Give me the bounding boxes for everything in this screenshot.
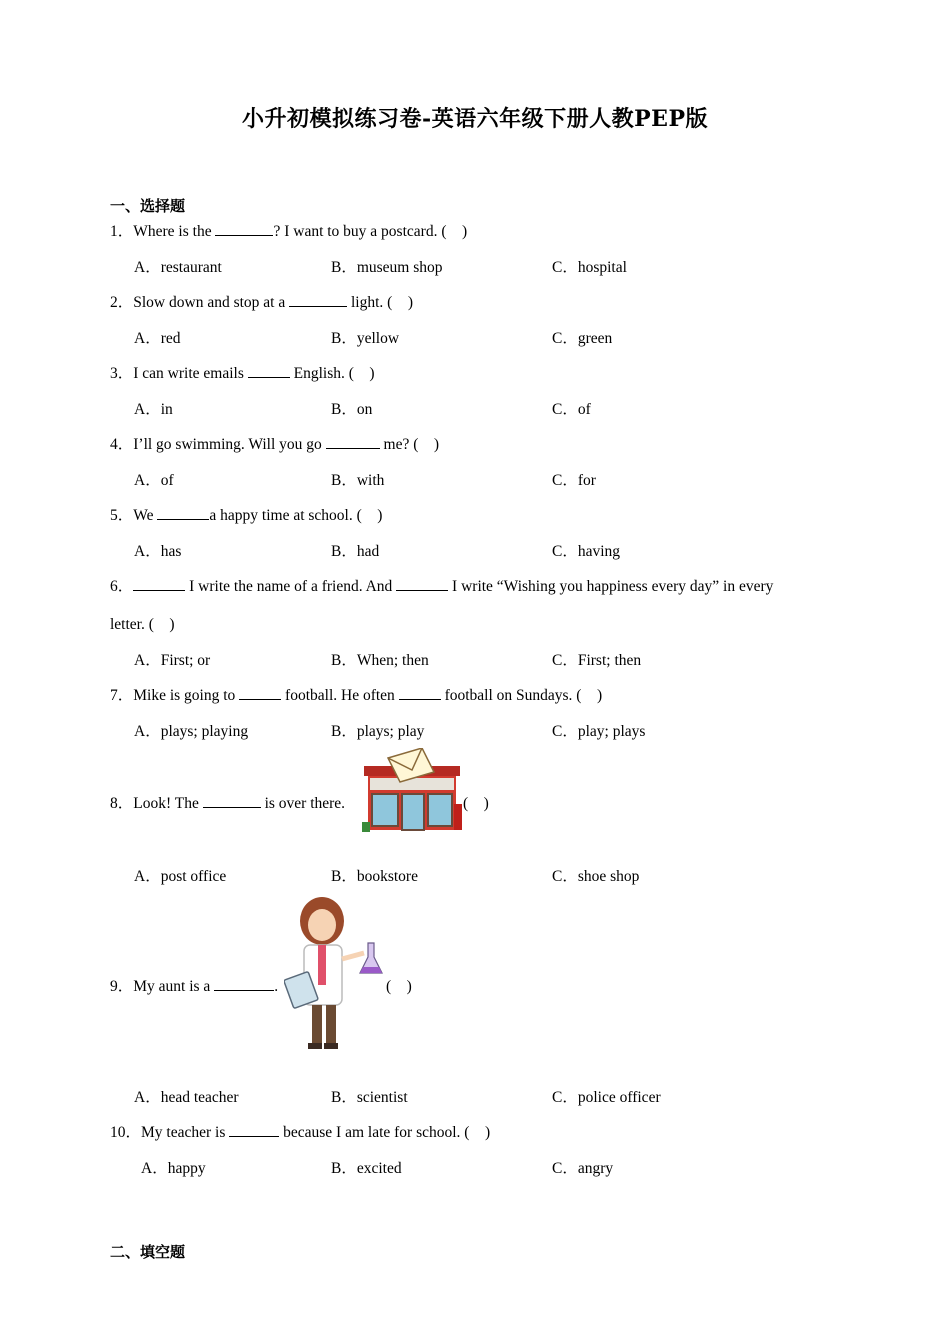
q4-option-a[interactable]: A．of: [134, 472, 174, 489]
q4-option-b[interactable]: B．with: [331, 472, 385, 489]
q1-option-a[interactable]: A．restaurant: [134, 259, 222, 276]
answer-blank: [215, 223, 273, 236]
answer-blank: [396, 578, 448, 591]
q3-option-a[interactable]: A．in: [134, 401, 173, 418]
q2-option-b[interactable]: B．yellow: [331, 330, 400, 347]
q8-option-a[interactable]: A．post office: [134, 868, 227, 885]
question-6-continued: letter. ( ): [110, 616, 175, 633]
q9-option-b[interactable]: B．scientist: [331, 1089, 408, 1106]
q1-option-b[interactable]: B．museum shop: [331, 259, 443, 276]
question-10: 10．My teacher is because I am late for school. ( ): [110, 1124, 491, 1141]
q5-option-b[interactable]: B．had: [331, 543, 380, 560]
answer-blank: [248, 365, 290, 378]
q10-option-c[interactable]: C．angry: [552, 1160, 614, 1177]
question-5: 5．We a happy time at school. ( ): [110, 507, 383, 524]
answer-blank: [214, 978, 274, 991]
q8-option-c[interactable]: C．shoe shop: [552, 868, 640, 885]
page-title: 小升初模拟练习卷-英语六年级下册人教PEP版: [242, 106, 708, 132]
section-heading-choice: 一、选择题: [110, 197, 186, 215]
q5-option-c[interactable]: C．having: [552, 543, 621, 560]
q9-answer-paren: ( ): [386, 978, 412, 995]
q3-option-c[interactable]: C．of: [552, 401, 591, 418]
answer-blank: [133, 578, 185, 591]
answer-blank: [157, 507, 209, 520]
q2-option-a[interactable]: A．red: [134, 330, 181, 347]
q6-option-c[interactable]: C．First; then: [552, 652, 642, 669]
q6-option-a[interactable]: A．First; or: [134, 652, 211, 669]
q7-option-b[interactable]: B．plays; play: [331, 723, 425, 740]
q3-option-b[interactable]: B．on: [331, 401, 373, 418]
question-6: 6． I write the name of a friend. And I write “Wishing you happiness every day” in every: [110, 578, 774, 595]
question-8: 8．Look! The is over there.: [110, 795, 346, 812]
question-3: 3．I can write emails English. ( ): [110, 365, 375, 382]
q10-option-b[interactable]: B．excited: [331, 1160, 402, 1177]
answer-blank: [399, 687, 441, 700]
question-1: 1．Where is the ? I want to buy a postcard. ( ): [110, 223, 468, 240]
q4-option-c[interactable]: C．for: [552, 472, 596, 489]
q1-option-c[interactable]: C．hospital: [552, 259, 627, 276]
q7-option-c[interactable]: C．play; plays: [552, 723, 646, 740]
scientist-picture: [284, 895, 384, 1055]
question-9: 9．My aunt is a .: [110, 978, 279, 995]
q5-option-a[interactable]: A．has: [134, 543, 182, 560]
section-heading-fill-in: 二、填空题: [110, 1243, 186, 1261]
question-4: 4．I’ll go swimming. Will you go me? ( ): [110, 436, 440, 453]
q9-option-c[interactable]: C．police officer: [552, 1089, 661, 1106]
answer-blank: [229, 1124, 279, 1137]
post-office-picture: [362, 748, 464, 832]
answer-blank: [239, 687, 281, 700]
q6-option-b[interactable]: B．When; then: [331, 652, 429, 669]
q10-option-a[interactable]: A．happy: [141, 1160, 206, 1177]
q9-option-a[interactable]: A．head teacher: [134, 1089, 239, 1106]
answer-blank: [289, 294, 347, 307]
q2-option-c[interactable]: C．green: [552, 330, 613, 347]
q7-option-a[interactable]: A．plays; playing: [134, 723, 249, 740]
question-7: 7．Mike is going to football. He often football on Sundays. ( ): [110, 687, 603, 704]
answer-blank: [326, 436, 380, 449]
question-2: 2．Slow down and stop at a light. ( ): [110, 294, 413, 311]
answer-blank: [203, 795, 261, 808]
q8-answer-paren: ( ): [463, 795, 489, 812]
q8-option-b[interactable]: B．bookstore: [331, 868, 418, 885]
